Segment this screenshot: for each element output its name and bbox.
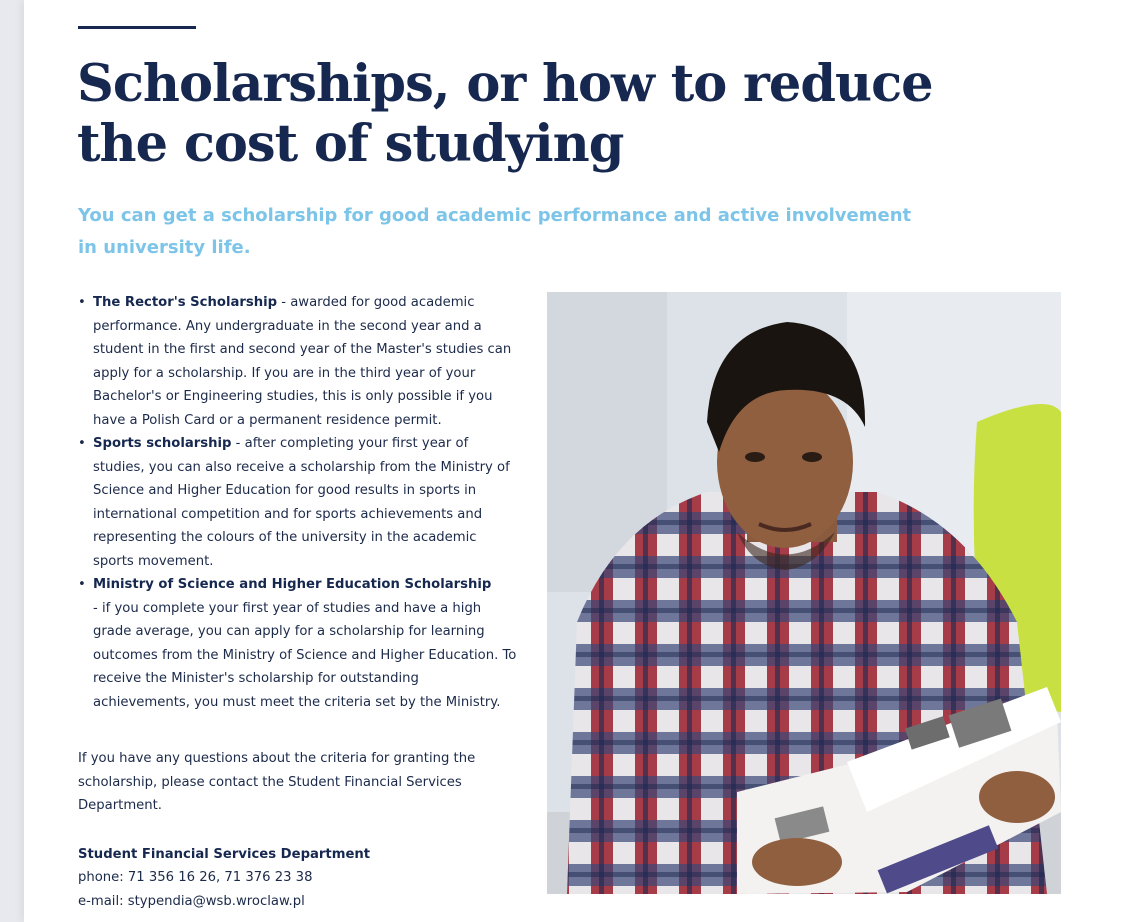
- list-item-rector-scholarship: [78, 291, 518, 432]
- bullet-icon: •: [78, 436, 86, 451]
- title-accent-rule: [78, 26, 196, 29]
- page-title: Scholarships, or how to reduce the cost of studying: [77, 54, 933, 174]
- list-item-ministry-scholarship: [78, 573, 518, 714]
- scholarship-description: - if you complete your first year of studies and have a high grade average, you can apply for a scholarship for learning outcomes from the Ministry of Science and Higher Education. To receive the Minister's scholarship for outstanding achievements, you must meet the criteria set by the Ministry.: [93, 600, 517, 710]
- main-text: [78, 291, 518, 913]
- scholarship-name: The Rector's Scholarship: [93, 295, 278, 310]
- contact-block: [78, 843, 518, 914]
- lead-paragraph: You can get a scholarship for good academic performance and active involvement in university life.: [78, 205, 912, 258]
- contact-email: e-mail: stypendia@wsb.wroclaw.pl: [78, 893, 305, 909]
- contact-phone: phone: 71 356 16 26, 71 376 23 38: [78, 870, 313, 885]
- scholarship-list: [78, 291, 518, 714]
- bullet-icon: •: [78, 577, 86, 592]
- scholarship-name: Ministry of Science and Higher Education Scholarship: [93, 577, 492, 592]
- student-photo: [547, 292, 1061, 894]
- scholarship-description: - after completing your first year of studies, you can also receive a scholarship from the Ministry of Science and Higher Education for good results in sports in international competition and for sports achievements and representing the colours of the university in the academic sports movement.: [93, 436, 510, 569]
- student-illustration: [547, 292, 1061, 894]
- contact-department: Student Financial Services Department: [78, 846, 371, 862]
- scholarship-name: Sports scholarship: [93, 436, 232, 451]
- scholarship-description: - awarded for good academic performance. Any undergraduate in the second year and a student in the first and second year of the Master's studies can apply for a scholarship. If you are in the third year of your Bachelor's or Engineering studies, this is only possible if you have a Polish Card or a permanent residence permit.: [93, 295, 512, 428]
- list-item-sports-scholarship: [78, 432, 518, 573]
- document-page: [24, 0, 1125, 922]
- questions-paragraph: If you have any questions about the criteria for granting the scholarship, please contact the Student Financial Services Department.: [78, 751, 476, 813]
- bullet-icon: •: [78, 295, 86, 310]
